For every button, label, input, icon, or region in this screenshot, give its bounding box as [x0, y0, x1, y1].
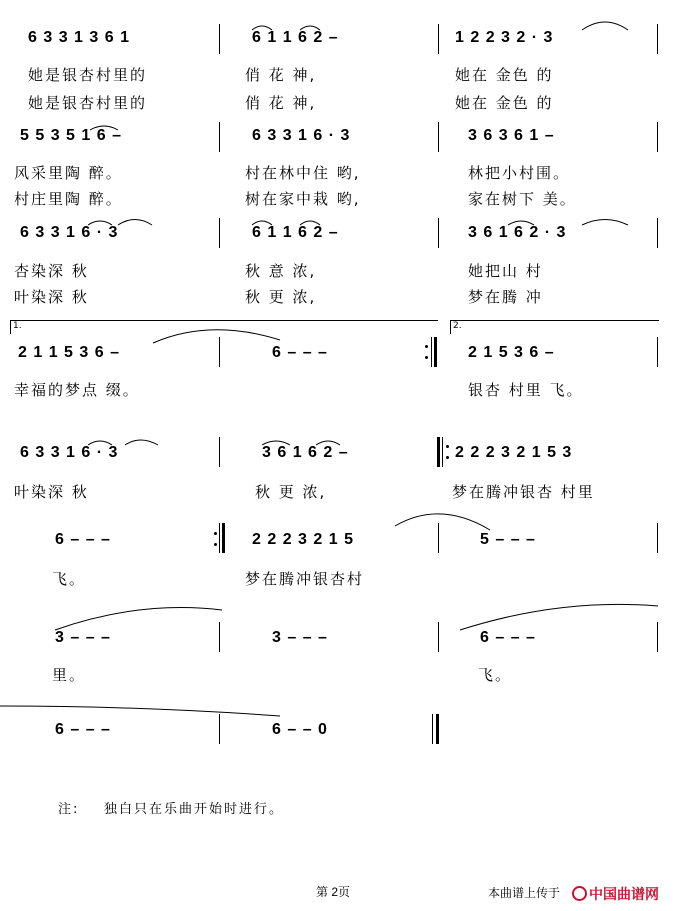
- notes-s3-m2: 6 1 1 6 2 –: [252, 224, 339, 241]
- lyric-s1-v1-m3: 她在 金色 的: [455, 66, 554, 84]
- repeat-dot: [425, 356, 428, 359]
- lyric-s5-m1: 叶染深 秋: [14, 483, 89, 501]
- page-number: 第 2页: [316, 885, 351, 899]
- barline: [657, 622, 658, 652]
- lyric-s2-v1-m3: 林把小村围。: [468, 164, 571, 182]
- lyric-s2-v2-m3: 家在树下 美。: [468, 190, 577, 208]
- barline: [438, 122, 439, 152]
- notes-s2-m2: 6 3 3 1 6 · 3: [252, 127, 351, 144]
- lyric-s3-v1-m2: 秋 意 浓,: [245, 262, 317, 280]
- barline: [219, 218, 220, 248]
- note-label: 注:: [58, 802, 80, 817]
- barline: [657, 24, 658, 54]
- volta-1-hook: [10, 320, 11, 334]
- barline: [219, 337, 220, 367]
- lyric-s6-m2: 梦在腾冲银杏村: [245, 570, 365, 588]
- lyric-s4-m1: 幸福的梦点 缀。: [14, 381, 140, 399]
- barline: [438, 523, 439, 553]
- lyric-s2-v2-m1: 村庄里陶 醉。: [14, 190, 123, 208]
- lyric-s4-m3: 银杏 村里 飞。: [468, 381, 584, 399]
- lyric-s5-m3: 梦在腾冲银杏 村里: [452, 483, 595, 501]
- repeat-end-thick: [434, 337, 437, 367]
- lyric-s7-m1: 里。: [52, 666, 87, 684]
- barline: [219, 122, 220, 152]
- lyric-s2-v2-m2: 树在家中栽 哟,: [245, 190, 361, 208]
- lyric-s3-v2-m2: 秋 更 浓,: [245, 288, 317, 306]
- lyric-s3-v2-m1: 叶染深 秋: [14, 288, 89, 306]
- notes-s3-m1: 6 3 3 1 6 · 3: [20, 224, 119, 241]
- volta-2-label: 2.: [453, 321, 462, 331]
- notes-s7-m1: 3 – – –: [55, 629, 111, 646]
- lyric-s1-v2-m1: 她是银杏村里的: [28, 94, 148, 112]
- barline: [438, 24, 439, 54]
- barline: [219, 437, 220, 467]
- notes-s6-m2: 2 2 2 3 2 1 5: [252, 531, 354, 548]
- notes-s7-m2: 3 – – –: [272, 629, 328, 646]
- notes-s4-m2: 6 – – –: [272, 344, 328, 361]
- site-logo: [572, 884, 659, 904]
- lyric-s3-v1-m1: 杏染深 秋: [14, 262, 89, 280]
- barline: [438, 218, 439, 248]
- barline: [657, 218, 658, 248]
- notes-s8-m1: 6 – – –: [55, 721, 111, 738]
- lyric-s5-m2: 秋 更 浓,: [255, 483, 327, 501]
- barline: [438, 622, 439, 652]
- barline: [219, 24, 220, 54]
- lyric-s1-v2-m2: 俏 花 神,: [245, 94, 317, 112]
- lyric-s2-v1-m1: 风采里陶 醉。: [14, 164, 123, 182]
- repeat-dot: [425, 345, 428, 348]
- notes-s1-m2: 6 1 1 6 2 –: [252, 29, 339, 46]
- notes-s7-m3: 6 – – –: [480, 629, 536, 646]
- note-text: 独白只在乐曲开始时进行。: [104, 802, 285, 817]
- logo-text: 中国曲谱网: [589, 886, 659, 902]
- notes-s5-m3: 2 2 2 3 2 1 5 3: [455, 444, 573, 461]
- lyric-s1-v1-m2: 俏 花 神,: [245, 66, 317, 84]
- lyric-s1-v1-m1: 她是银杏村里的: [28, 66, 148, 84]
- final-barline-thick: [436, 714, 439, 744]
- notes-s5-m1: 6 3 3 1 6 · 3: [20, 444, 119, 461]
- barline: [657, 523, 658, 553]
- repeat-end-thin: [219, 523, 220, 553]
- notes-s4-m3: 2 1 5 3 6 –: [468, 344, 555, 361]
- volta-2-bracket: [450, 320, 659, 321]
- lyric-s3-v2-m3: 梦在腾 冲: [468, 288, 543, 306]
- lyric-s1-v2-m3: 她在 金色 的: [455, 94, 554, 112]
- volta-1-label: 1.: [13, 321, 22, 331]
- repeat-dot: [446, 456, 449, 459]
- notes-s1-m3: 1 2 2 3 2 · 3: [455, 29, 554, 46]
- repeat-dot: [214, 532, 217, 535]
- lyric-s7-m3: 飞。: [478, 666, 513, 684]
- lyric-s2-v1-m2: 村在林中住 哟,: [245, 164, 361, 182]
- barline: [657, 337, 658, 367]
- upload-text: 本曲谱上传于: [488, 886, 561, 900]
- final-barline-thin: [432, 714, 433, 744]
- repeat-dot: [214, 543, 217, 546]
- notes-s3-m3: 3 6 1 6 2 · 3: [468, 224, 567, 241]
- notes-s2-m1: 5 5 3 5 1 6 –: [20, 127, 122, 144]
- barline: [219, 622, 220, 652]
- lyric-s3-v1-m3: 她把山 村: [468, 262, 543, 280]
- repeat-end-thin: [431, 337, 432, 367]
- barline: [657, 122, 658, 152]
- repeat-start-thin: [442, 437, 443, 467]
- notes-s6-m3: 5 – – –: [480, 531, 536, 548]
- notes-s2-m3: 3 6 3 6 1 –: [468, 127, 555, 144]
- notes-s1-m1: 6 3 3 1 3 6 1: [28, 29, 130, 46]
- barline: [219, 714, 220, 744]
- volta-1-bracket: [10, 320, 438, 321]
- notes-s5-m2: 3 6 1 6 2 –: [262, 444, 349, 461]
- lyric-s6-m1: 飞。: [52, 570, 87, 588]
- volta-2-hook: [450, 320, 451, 334]
- notes-s6-m1: 6 – – –: [55, 531, 111, 548]
- notes-s8-m2: 6 – – 0: [272, 721, 328, 738]
- repeat-start-thick: [437, 437, 440, 467]
- repeat-dot: [446, 445, 449, 448]
- notes-s4-m1: 2 1 1 5 3 6 –: [18, 344, 120, 361]
- repeat-end-thick: [222, 523, 225, 553]
- logo-mark-icon: [572, 886, 587, 901]
